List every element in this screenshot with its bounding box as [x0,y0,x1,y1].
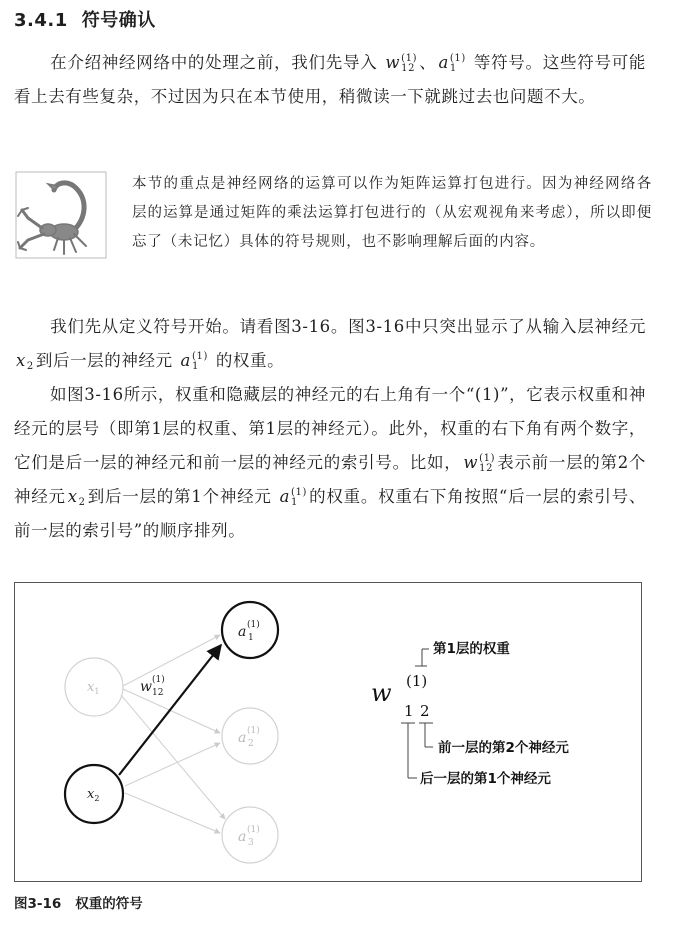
para1-text-a: 在介绍神经网络中的处理之前，我们先导入 [50,53,378,72]
label-x1: $x_1$ [87,680,100,696]
node-a2 [222,708,278,764]
legend-label-next-neuron: 后一层的第1个神经元 [420,771,551,787]
label-a1-sup: (1) [247,620,260,630]
label-a3: a [238,829,247,845]
legend-sup: (1) [406,672,428,690]
para3-text-d: 的权重。权重右下角按照“后一层的索引号、前一层的索引号”的顺序排列。 [14,487,646,540]
label-x2: $x_2$ [87,787,100,803]
para1-text-b: 等符号。这些符号可能看上去有些复杂，不过因为只在本节使用，稍微读一下就跳过去也问题不大。 [14,53,646,106]
para1-sep: 、 [419,53,437,72]
note-box [14,170,654,290]
neuron-symbol-2: a (1) 1 [180,350,208,372]
label-a1-sub: 1 [248,633,254,643]
note-text: 本节的重点是神经网络的运算可以作为矩阵运算打包进行。因为神经网络各层的运算是通过矩阵的乘法运算打包进行的（从宏观视角来考虑），所以即便忘了（未记忆）具体的符号规则，也不影响理解后面的内容。 [132,176,652,250]
neuron-symbol-3: a (1) 1 [279,486,307,508]
para3-text-c: 到后一层的第1个神经元 [87,487,272,506]
para3-text-b: 表示前一层的第2个神经元 [14,453,646,506]
section-title: 符号确认 [81,10,156,31]
intro-paragraph [14,46,646,114]
edge-x1-a3 [121,695,225,819]
network-diagram [15,583,641,881]
weight-symbol: w (1) 12 [385,52,418,74]
paragraph-3 [14,378,646,548]
edge-weight-sup: (1) [152,675,165,685]
label-a2: a [238,730,247,746]
caption-title: 权重的符号 [75,896,143,912]
edge-x2-a1-highlight [119,645,221,775]
neuron-symbol: a (1) 1 [438,52,466,74]
scorpion-icon [14,170,110,260]
paragraph-2 [14,310,646,378]
legend-label-prev-neuron: 前一层的第2个神经元 [438,740,569,756]
para2-text-c: 的权重。 [215,351,285,370]
edge-x1-a2 [123,689,220,733]
weight-legend [371,640,569,787]
label-a3-sub: 3 [248,838,254,848]
edge-x1-a1 [123,635,220,686]
edge-weight-sub: 12 [152,688,164,698]
caption-figure-number: 图3-16 [14,896,62,912]
figure-3-16 [14,582,642,882]
para2-text-a: 我们先从定义符号开始。请看图3-16。图3-16中只突出显示了从输入层神经元 [50,317,646,336]
edge-weight-label: w [140,679,152,695]
node-a1 [222,602,278,658]
label-a2-sub: 2 [248,739,254,749]
weight-symbol-2: w (1) 12 [463,452,496,474]
para3-text-a: 如图3-16所示，权重和隐藏层的神经元的右上角有一个“(1)”，它表示权重和神经元的层号（即第1层的权重、第1层的神经元）。此外，权重的右下角有两个数字，它们是后一层的神经元和前一层的神经元的索引号。比如， [14,385,646,472]
input-symbol: x 2 [16,351,34,372]
legend-label-layer: 第1层的权重 [433,641,510,657]
input-symbol-2: x 2 [67,487,86,508]
legend-sub-right: 2 [420,702,430,720]
label-a1: a [238,624,247,640]
figure-caption [14,892,143,912]
section-number: 3.4.1 [14,10,68,31]
edge-x2-a3 [125,793,220,833]
section-heading [14,6,156,32]
label-a3-sup: (1) [247,825,260,835]
node-a3 [222,807,278,863]
legend-sub-left: 1 [404,702,414,720]
para2-text-b: 到后一层的神经元 [35,351,173,370]
legend-symbol: w [371,679,392,707]
label-a2-sup: (1) [247,726,260,736]
